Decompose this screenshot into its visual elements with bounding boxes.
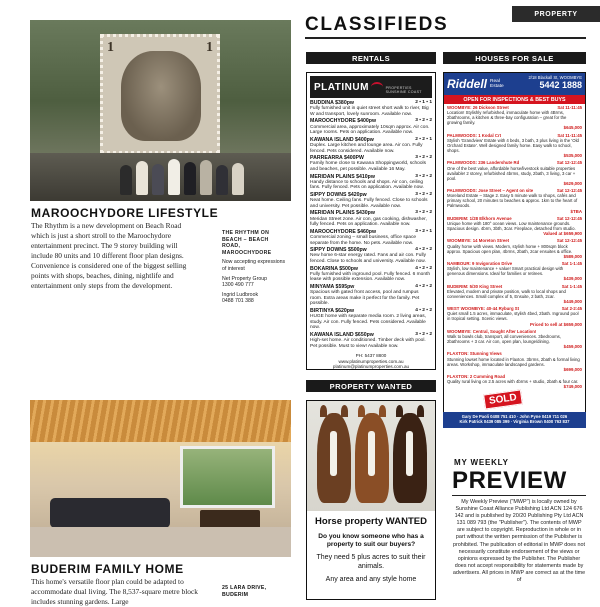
sale-price: $749,000 bbox=[563, 384, 582, 390]
sale-location: BUDERIM: 5/30 King Street bbox=[447, 283, 503, 289]
horse-icon bbox=[355, 413, 389, 503]
family-address: 25 LARA DRIVE, BUDERIM bbox=[222, 585, 267, 598]
family-headline: BUDERIM FAMILY HOME bbox=[31, 562, 184, 576]
rental-features: 4 ▪ 2 ▪ 2 bbox=[415, 283, 432, 289]
agent2-phone: 0488 701 388 bbox=[222, 298, 254, 305]
riddell-sub-1: Real bbox=[490, 79, 500, 84]
sale-listing bbox=[447, 351, 582, 372]
wanted-line-2: Any area and any style home bbox=[325, 576, 417, 583]
agents-line-2: Kirk Patrick 0439 085 399 · Virginia Brown 0400 763 837 bbox=[459, 419, 570, 425]
preview-rule bbox=[452, 495, 586, 496]
family-photo bbox=[30, 400, 291, 557]
rental-features: 2 ▪ 1 ▪ 1 bbox=[415, 100, 432, 105]
sale-price: $645,000 bbox=[563, 125, 582, 131]
rental-title: SIPPY DOWNS $420pw bbox=[310, 191, 367, 198]
rental-listing bbox=[307, 100, 435, 117]
sale-description: Moreland Estate – Stage 2. Easy 5 minute walk to shops, cafés and primary school, 20 minutes to beaches & approx. 1km to the heart of Palmwoods. bbox=[447, 193, 578, 209]
sale-description: Quiet small 1.5 acres, immaculate, stylish 4bed, 2bath. Inground pool in tropical setting. Scenic views. bbox=[447, 311, 579, 322]
sale-listing bbox=[447, 216, 582, 237]
platinum-logo bbox=[310, 76, 432, 98]
sale-location: NAMBOUR: 9 Invigoration Drive bbox=[447, 260, 513, 266]
open-inspections-banner: OPEN FOR INSPECTIONS & BEST BUYS bbox=[444, 95, 585, 104]
sale-listing bbox=[447, 329, 582, 350]
riddell-ad bbox=[443, 72, 586, 428]
platinum-logo-word: PLATINUM bbox=[314, 81, 369, 93]
floor bbox=[30, 527, 291, 557]
rental-listing bbox=[307, 210, 435, 227]
sale-description: One of the best value, affordable horse/livestock suitable properties available! 2 storey, refurbished 4brms, study, 2bath, 3 living, 3 car + pool. bbox=[447, 165, 576, 181]
rentals-web: www.platinumproperties.com.au bbox=[338, 358, 404, 364]
horse-icon bbox=[393, 413, 427, 503]
agent2-name: Ingrid Ludbrook bbox=[222, 291, 259, 298]
rental-description: Fully furnished with inground pool. Fully fenced. 6 month lease with possible extension. Available now. bbox=[310, 271, 430, 283]
rentals-phone: PH: 5437 8800 bbox=[355, 353, 387, 359]
swoosh-icon bbox=[371, 82, 383, 92]
sale-description: Stylish, low maintenance + value! Smart practical design with generous dimensions. Ideal for families or retirees. bbox=[447, 266, 564, 277]
sale-price: $535,000 bbox=[563, 153, 582, 159]
rental-title: BOKARINA $500pw bbox=[310, 265, 358, 272]
rental-list bbox=[307, 100, 435, 349]
rental-features: 4 ▪ 2 ▪ 2 bbox=[415, 247, 432, 253]
lifestyle-contact bbox=[222, 230, 286, 308]
sold-sticker: SOLD bbox=[483, 389, 523, 409]
sale-time: Sat 12-12:45 bbox=[556, 188, 582, 194]
sale-description: Unique home with 180° ocean views. Low maintenance grounds. Spacious design. 4brm, 3bth, 3car. Fireplace, detached from studio. bbox=[447, 220, 576, 232]
wanted-heading: PROPERTY WANTED bbox=[306, 380, 436, 392]
sale-time: Sat 12-12:45 bbox=[556, 238, 582, 244]
sale-price: $439,000 bbox=[563, 276, 582, 282]
platinum-logo-sub: PROPERTIES SUNSHINE COAST bbox=[385, 86, 422, 94]
mural-digit: 1 bbox=[107, 40, 114, 55]
rental-description: Fully furnished unit in quiet street short walk to river, Big W and transport, lovely sunroom. Available now. bbox=[310, 106, 429, 117]
rental-description: Commercial area, approximately 10sqm approx. Air con. Large rooms. Pets on application. Available now. bbox=[310, 124, 430, 136]
rental-title: MINYAMA $595pw bbox=[310, 283, 355, 290]
agents-line-1: Gary De Paoli 0408 751 410 · John Pyne 0419 711 026 bbox=[461, 414, 568, 419]
sale-location: PALMWOODS: Jose Street – Agent on site bbox=[447, 188, 534, 194]
rental-features: 3 ▪ 2 ▪ 2 bbox=[415, 331, 432, 337]
mural-digit: 1 bbox=[206, 40, 213, 55]
sale-description: Stylish 'Grandview' Estate with 4 beds, 3 bath, 3 plus living in the 'Old Orchard Estate'. Well designed family home. Easy walk to school, shops. bbox=[447, 137, 579, 154]
riddell-contact bbox=[528, 75, 582, 90]
rental-description: New home 6-star energy rated. Fans and air con. Fully fenced. Close to schools and university. Available now. bbox=[310, 253, 426, 264]
garden-window bbox=[180, 446, 275, 508]
rental-listing bbox=[307, 308, 435, 331]
sale-location: WOOMBYE: 26 Dickson Street bbox=[447, 105, 509, 110]
sale-listing bbox=[447, 306, 582, 327]
sale-description: Quality rural living on 2.5 acres with 4brms + studio, 2bath & four car. bbox=[447, 379, 579, 385]
rental-features: 4 ▪ 2 ▪ 2 bbox=[415, 265, 432, 271]
lifestyle-note: Now accepting expressions of interest bbox=[222, 259, 286, 272]
rental-features: 2 ▪ 2 ▪ 1 bbox=[415, 136, 432, 142]
preview-kicker: MY WEEKLY bbox=[454, 458, 509, 467]
sale-price: $629,000 bbox=[563, 180, 582, 186]
sale-listing bbox=[447, 374, 582, 390]
rental-description: Duplex. Large kitchen and lounge area. Air con. Fully fenced. Pets considered. Available now. bbox=[310, 142, 423, 154]
sale-time: Sat 12-12:45 bbox=[556, 160, 582, 166]
sale-location: PALMWOODS: 1 Kodal Crt bbox=[447, 132, 502, 138]
sale-listing bbox=[447, 133, 582, 159]
lifestyle-address: THE RHYTHM ON BEACH – BEACH ROAD, MAROOCHYDORE bbox=[222, 230, 272, 256]
rental-features: 3 ▪ 2 ▪ 2 bbox=[415, 155, 432, 161]
rental-listing bbox=[307, 118, 435, 135]
sale-price: $459,000 bbox=[563, 344, 582, 350]
sale-time: Sat 1-1:45 bbox=[561, 283, 582, 289]
mural-portrait bbox=[121, 51, 201, 141]
section-title: CLASSIFIEDS bbox=[305, 14, 449, 35]
family-body: This home's versatile floor plan could be adapted to accommodate dual living. The 8,537-square metre block includes stunning gardens. Large bbox=[31, 577, 198, 606]
title-rule bbox=[305, 37, 586, 39]
lifestyle-headline: MAROOCHYDORE LIFESTYLE bbox=[31, 206, 219, 220]
sale-time: Sat 12-12:45 bbox=[556, 215, 582, 221]
sale-listing bbox=[447, 160, 582, 186]
riddell-header bbox=[444, 73, 585, 95]
sale-time: Sat 11-11:45 bbox=[557, 132, 582, 138]
photo-people bbox=[120, 155, 250, 195]
sale-description: Walk to bowls club, transport, all conveniences. 3bedrooms, 2bathrooms + 3 car. Air con, open plan, lounge/dining. bbox=[447, 333, 562, 345]
rental-listing bbox=[307, 332, 435, 349]
sale-list bbox=[444, 104, 585, 392]
rental-listing bbox=[307, 229, 435, 246]
sofa bbox=[50, 498, 170, 528]
rental-features: 3 ▪ 2 ▪ 2 bbox=[415, 191, 432, 197]
rental-description: Meridan Street zone. Air con, gas cooking, dishwasher, fully fenced. Pets on application. Available now. bbox=[310, 216, 427, 228]
rental-listing bbox=[307, 137, 435, 154]
rental-listing bbox=[307, 284, 435, 307]
rental-title: MAROOCHYDORE $400pw bbox=[310, 118, 377, 125]
rental-title: MERIDAN PLAINS $430pw bbox=[310, 210, 375, 217]
rental-listing bbox=[307, 174, 435, 191]
sale-description: Elevated, modern and private position, walk to local shops and conveniences. Small complex of 5, Ensuite, 2 bath, 2car. bbox=[447, 288, 566, 299]
sale-listing bbox=[447, 261, 582, 282]
rental-listing bbox=[307, 247, 435, 264]
riddell-agents bbox=[443, 412, 586, 428]
rentals-heading: RENTALS bbox=[306, 52, 436, 64]
wanted-line-1: They need 5 plus acres to suit their animals. bbox=[316, 554, 426, 570]
rental-features: 3 ▪ 2 ▪ 1 bbox=[415, 228, 432, 234]
sale-price: $TBA bbox=[570, 208, 582, 214]
preview-title: PREVIEW bbox=[452, 467, 567, 494]
rental-description: Handy distance to schools and shops. Air con, ceiling fans. Fully fenced. Pets on application. Available now. bbox=[310, 179, 424, 191]
rental-title: BUDDINA $380pw bbox=[310, 100, 354, 106]
rental-title: PARREARRA $400PW bbox=[310, 155, 364, 162]
riddell-logo-sub bbox=[490, 79, 504, 89]
rental-features: 3 ▪ 2 ▪ 2 bbox=[415, 118, 432, 124]
sale-price: $449,000 bbox=[563, 298, 582, 304]
sale-price: $699,000 bbox=[563, 366, 582, 372]
sale-price: Priced to sell at $659,000 bbox=[530, 321, 582, 327]
rental-features: 3 ▪ 2 ▪ 2 bbox=[415, 173, 432, 179]
agent1-name: Net Property Group bbox=[222, 275, 267, 282]
rental-title: MAROOCHYDORE $460pw bbox=[310, 228, 377, 235]
rental-title: MERIDAN PLAINS $410pw bbox=[310, 173, 375, 180]
wanted-title: Horse property WANTED bbox=[315, 516, 427, 527]
houses-heading: HOUSES FOR SALE bbox=[443, 52, 586, 64]
wanted-question: Do you know someone who has a property to suit our buyers? bbox=[318, 533, 424, 548]
horse-property-ad bbox=[306, 400, 436, 600]
sale-price: Valued at $659,900 bbox=[543, 231, 582, 237]
agent1-phone: 1300 490 777 bbox=[222, 282, 254, 289]
sale-location: BUDERIM: 1/28 Elkhorn Avenue bbox=[447, 215, 512, 221]
rental-features: 4 ▪ 2 ▪ 2 bbox=[415, 307, 432, 313]
rental-description: Family home close to Kawana Shoppingworld, schools and beaches, pet possible. Available 16 May. bbox=[310, 161, 426, 172]
riddell-address: 2/18 Blackall St, WOOMBYE bbox=[528, 75, 582, 80]
sale-location: WEST WOOMBYE: 40-44 Ryburg St bbox=[447, 306, 520, 312]
horses-photo bbox=[307, 401, 435, 511]
property-badge: PROPERTY bbox=[512, 6, 600, 22]
preview-imprint: My Weekly Preview ("MWP") is locally owned by Sunshine Coast Alliance Publishing Ltd ACN 124 676 142 and is published by 20/20 Publishing Pty Ltd ACN 131 089 793 (the "Publisher"). The contents of MWP are subject to copyright. Reproduction in whole or in part without the written permission of the Publisher is prohibited. The publication of editorial in MWP does not necessarily constitute endorsement of the views or opinions expressed by the Publisher. The Publisher does not accept responsibility for statements made by advertisers. All prices in MWP are correct as at the time of bbox=[452, 499, 586, 584]
platinum-rentals-ad bbox=[306, 72, 436, 370]
rental-description: High-set home. Air conditioned. Timber deck with pool. Pet possible. Must to view! Available now. bbox=[310, 338, 426, 349]
rental-title: SIPPY DOWNS $500pw bbox=[310, 247, 367, 254]
riddell-sub-2: Estate bbox=[490, 84, 504, 89]
rental-listing bbox=[307, 266, 435, 283]
sale-location: WOOMBYE: 14 Moreton Street bbox=[447, 238, 510, 244]
rental-listing bbox=[307, 192, 435, 209]
rentals-email: platinum@platinumproperties.com.au bbox=[332, 364, 410, 370]
sale-price: $589,000 bbox=[563, 253, 582, 259]
sale-location: WOOMBYE: Central, Sought After Location! bbox=[447, 328, 537, 334]
sale-listing bbox=[447, 238, 582, 259]
rental-features: 3 ▪ 2 ▪ 2 bbox=[415, 210, 432, 216]
sale-time: Sat 1-1:45 bbox=[561, 260, 582, 266]
sale-description: Location! Stylishly refurbished, immaculate home with 4Brms, 2bathrooms, a kitchen & three-bay configuration – great for the growing family. bbox=[447, 110, 567, 126]
riddell-logo: Riddell bbox=[447, 77, 488, 91]
rental-title: KAWANA ISLAND $400pw bbox=[310, 136, 374, 143]
rentals-footer bbox=[307, 350, 435, 373]
rental-title: KAWANA ISLAND $650pw bbox=[310, 331, 374, 338]
sale-time: Sat 2-2:45 bbox=[561, 306, 582, 312]
rental-description: Spacious with gated front access, pool and rumpus room. Extra areas make it perfect for the family. Pet possible. bbox=[310, 290, 420, 307]
sale-location: FLAXTON: Stunning Views bbox=[447, 351, 502, 357]
sale-location: FLAXTON: 2 Cumming Road bbox=[447, 373, 506, 379]
rental-description: Neat home. Ceiling fans. Fully fenced. Close to schools and university. Pet possible. Available now. bbox=[310, 198, 428, 209]
rental-listing bbox=[307, 155, 435, 172]
lifestyle-photo bbox=[30, 20, 291, 201]
sale-description: Quality home with views. Modern, stylish home + 800sqm block approx. Spacious open plan, 4brms, 2bath, 2car ensuites & office. bbox=[447, 243, 573, 254]
horse-icon bbox=[317, 413, 351, 503]
sale-time: Sat 11-11:45 bbox=[557, 105, 582, 110]
sale-description: Stunning lowset home located in Flaxton. 3brms, 2bath & formal living areas. Workshop, immaculate landscaped gardens. bbox=[447, 356, 580, 367]
stamp-mural bbox=[100, 34, 220, 154]
timber-ceiling bbox=[30, 400, 291, 442]
sale-location: PALMWOODS: 236 Landershute Rd bbox=[447, 160, 520, 166]
riddell-phone: 5442 1888 bbox=[539, 80, 582, 90]
rental-title: BIRTINYA $620pw bbox=[310, 307, 355, 314]
sale-listing bbox=[447, 105, 582, 131]
sale-listing-header bbox=[447, 160, 582, 165]
rental-description: HUGE home with separate media room. 2 living areas, study. Air con. Fully fenced. Pets considered. Available now. bbox=[310, 314, 426, 331]
lifestyle-body: The Rhythm is a new development on Beach Road which is just a short stroll to the Maroochydore entertainment precinct. The 9 storey building will include 80 units and 10 different floor plan designs. Convenience is considered one of the biggest selling points with shops, beaches, dining, nightlife and entertainment only steps from the development. bbox=[31, 221, 187, 290]
sale-listing bbox=[447, 188, 582, 214]
rental-description: Commercial zoning – small business, office space separate from the home. No pets. Available now. bbox=[310, 234, 417, 246]
sale-listing bbox=[447, 284, 582, 305]
